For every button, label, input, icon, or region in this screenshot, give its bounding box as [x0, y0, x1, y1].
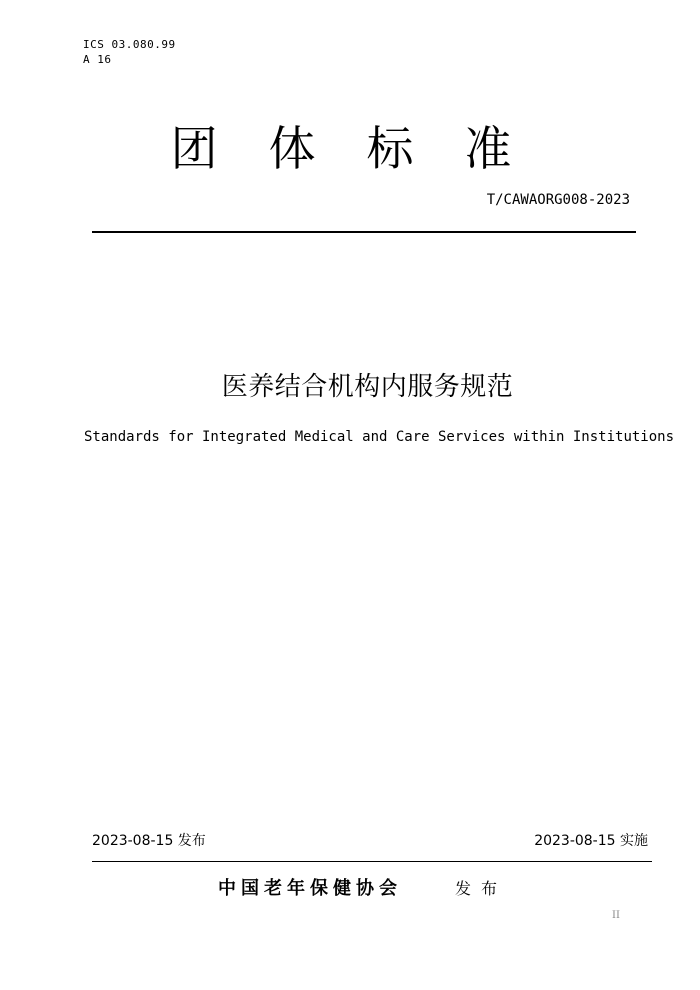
ccs-code: A 16	[83, 53, 112, 66]
publication-date: 2023-08-15 发布	[92, 833, 206, 849]
implementation-date: 2023-08-15 实施	[534, 833, 648, 849]
document-title-chinese: 医养结合机构内服务规范	[221, 372, 514, 402]
issued-label: 发布	[455, 879, 508, 898]
page-number: II	[612, 910, 620, 921]
bottom-divider	[92, 861, 652, 862]
issuing-organization: 中国老年保健协会	[218, 878, 402, 899]
document-type-heading: 团 体 标 准	[170, 122, 530, 177]
standard-number: T/CAWAORG008-2023	[486, 192, 630, 208]
document-title-english: Standards for Integrated Medical and Care Services within Institutions	[84, 429, 675, 445]
top-divider	[92, 231, 636, 233]
ics-code: ICS 03.080.99	[83, 38, 176, 51]
